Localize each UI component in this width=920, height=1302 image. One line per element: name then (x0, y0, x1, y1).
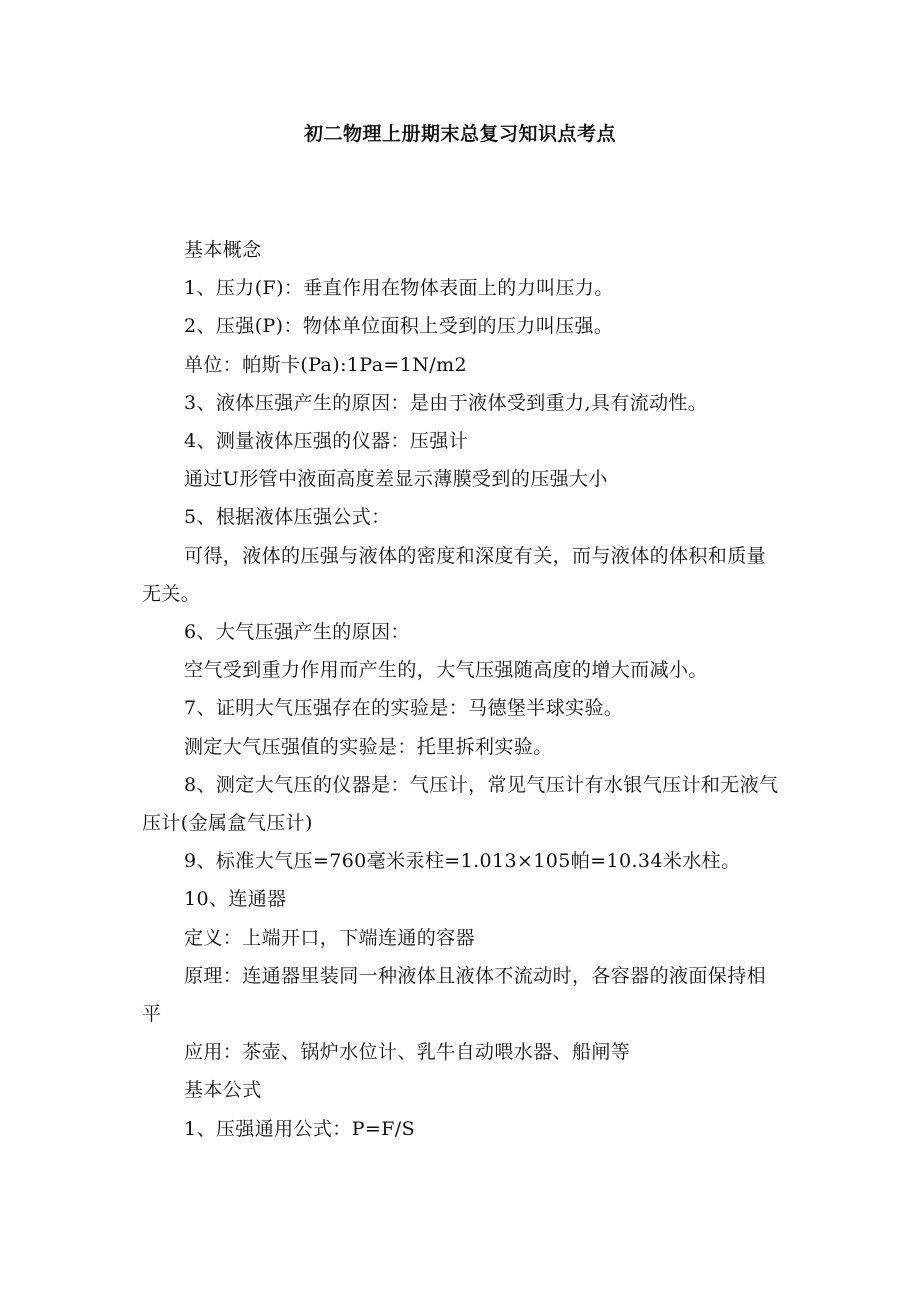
document-title: 初二物理上册期末总复习知识点考点 (303, 123, 616, 145)
paragraph: 1、压力(F)：垂直作用在物体表面上的力叫压力。 (184, 277, 614, 300)
paragraph: 定义：上端开口，下端连通的容器 (184, 926, 476, 949)
document-body (142, 231, 780, 1148)
paragraph: 7、证明大气压强存在的实验是：马德堡半球实验。 (184, 697, 624, 720)
paragraph: 10、连通器 (184, 888, 287, 911)
paragraph: 1、压强通用公式：P=F/S (184, 1117, 415, 1140)
paragraph: 2、压强(P)：物体单位面积上受到的压力叫压强。 (184, 315, 614, 338)
paragraph: 6、大气压强产生的原因： (184, 621, 410, 644)
paragraph: 测定大气压强值的实验是：托里拆利实验。 (184, 735, 553, 758)
paragraph: 原理：连通器里装同一种液体且液体不流动时，各容器的液面保持相平 (142, 964, 767, 1026)
paragraph: 3、液体压强产生的原因：是由于液体受到重力,具有流动性。 (184, 391, 708, 414)
paragraph: 5、根据液体压强公式： (184, 506, 391, 529)
paragraph: 4、测量液体压强的仪器：压强计 (184, 430, 469, 453)
paragraph: 应用：茶壶、锅炉水位计、乳牛自动喂水器、船闸等 (184, 1041, 631, 1064)
paragraph: 通过U形管中液面高度差显示薄膜受到的压强大小 (184, 468, 608, 491)
paragraph: 可得，液体的压强与液体的密度和深度有关，而与液体的体积和质量无关。 (142, 544, 767, 605)
section-heading: 基本公式 (184, 1079, 262, 1102)
paragraph: 9、标准大气压=760毫米汞柱=1.013×105帕=10.34米水柱。 (184, 850, 741, 873)
paragraph: 单位：帕斯卡(Pa):1Pa=1N/m2 (184, 353, 467, 376)
paragraph: 8、测定大气压的仪器是：气压计，常见气压计有水银气压计和无液气压计(金属盒气压计) (142, 773, 779, 835)
paragraph: 空气受到重力作用而产生的，大气压强随高度的增大而减小。 (184, 659, 708, 682)
section-heading: 基本概念 (184, 239, 262, 261)
